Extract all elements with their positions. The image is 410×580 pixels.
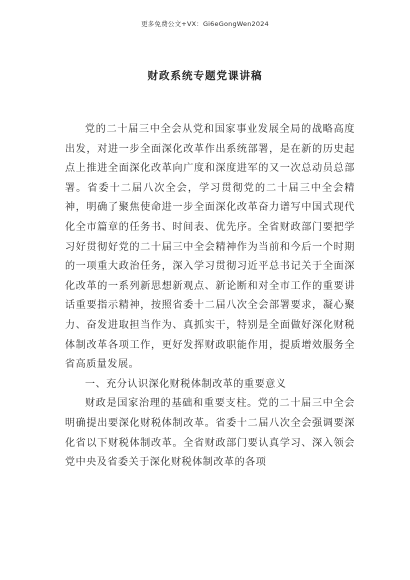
- header-note: 更多免费公文+VX：Gi6eGongWen2024: [141, 20, 269, 28]
- body-paragraph: 党的二十届三中全会从党和国家事业发展全局的战略高度出发，对进一步全面深化改革作出系统部署，是在新的历史起点上推进全面深化改革向广度和深度进军的又一次总动员总部署。省委十二届八次全会，学习贯彻党的二十届三中全会精神，明确了聚焦使命进一步全面深化改革奋力谱写中国式现代化全市篇章的任务书、时间表、优先序。全省财政部门要把学习好贯彻好党的二十届三中全会精神作为当前和今后一个时期的一项重大政治任务，深入学习贯彻习近平总书记关于全面深化改革的一系列新思想新观点、新论断和对全市工作的重要讲话重要指示精神，按照省委十二届八次全会部署要求，凝心聚力、奋发进取担当作为、真抓实干，特别是全面做好深化财税体制改革各项工作，更好发挥财政职能作用，提质增效服务全省高质量发展。: [65, 124, 355, 371]
- section-heading: 一、充分认识深化财税体制改革的重要意义: [85, 378, 287, 390]
- section-paragraph: 财政是国家治理的基础和重要支柱。党的二十届三中全会明确提出要深化财税体制改革。省委十二届八次全会强调要深化省以下财税体制改革。全省财政部门要认真学习、深入领会党中央及省委关于深化财税体制改革的各项: [65, 398, 355, 469]
- document-body: [65, 120, 355, 473]
- document-title: 财政系统专题党课讲稿: [147, 70, 263, 82]
